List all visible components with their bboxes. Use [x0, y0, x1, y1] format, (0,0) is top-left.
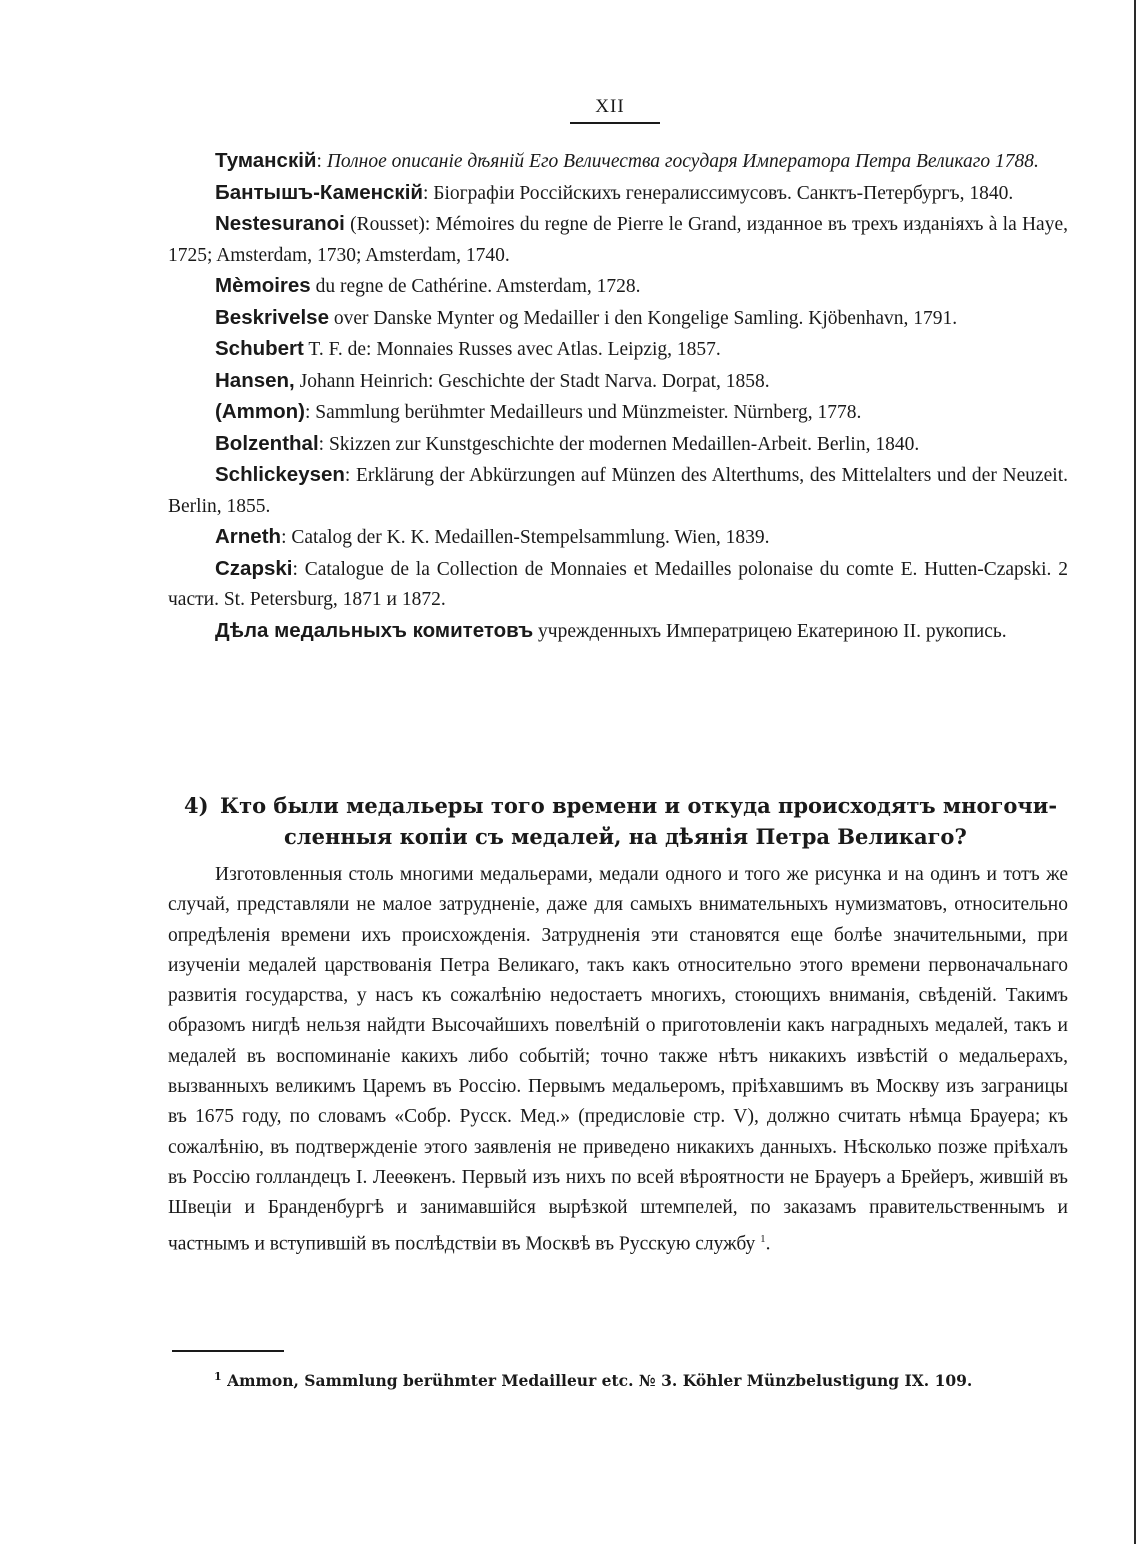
- bibliography-entry: [168, 271, 1068, 303]
- entry-author: Hansen,: [215, 368, 295, 392]
- entry-author: Schubert: [215, 337, 304, 360]
- entry-author: Дѣла медальныхъ комитетовъ: [215, 618, 534, 642]
- entry-author: Arneth: [215, 525, 282, 548]
- footnote-text: Ammon, Sammlung berühmter Medailleur etc. № 3. Köhler Münzbelustigung IX. 109.: [227, 1371, 973, 1391]
- footnote: [214, 1370, 1074, 1390]
- entry-text: du regne de Cathérine. Amsterdam, 1728.: [315, 276, 641, 297]
- section-number: 4): [184, 793, 209, 818]
- entry-separator: :: [316, 151, 327, 172]
- page-edge-line: [1134, 0, 1136, 1544]
- section-heading-line-2: сленныя копіи съ медалей, на дѣянія Петра Великаго?: [284, 824, 967, 849]
- entry-text: Catalogue de la Collection de Monnaies et Medailles polonaise du comte E. Hutten-Czapski. 2 части. St. Petersburg, 1871 и 1872.: [168, 558, 1068, 610]
- entry-separator: :: [292, 558, 305, 580]
- bibliography-entry: [168, 366, 1068, 398]
- bibliography-entry: [168, 209, 1068, 271]
- bibliography-entry: [168, 460, 1068, 522]
- entry-text: over Danske Mynter og Medailler i den Kongelige Samling. Kjöbenhavn, 1791.: [333, 307, 958, 329]
- entry-author: (Ammon): [215, 400, 305, 423]
- entry-text: Полное описаніе дѣяній Его Величества государя Императора Петра Великаго 1788.: [326, 151, 1039, 172]
- entry-author: Bolzenthal: [215, 431, 319, 455]
- entry-text: Catalog der K. K. Medaillen-Stempelsammlung. Wien, 1839.: [291, 527, 770, 548]
- section-heading-line-1: Кто были медальеры того времени и откуда происходятъ многочи-: [220, 793, 1058, 818]
- entry-separator: :: [281, 527, 292, 548]
- entry-text: Sammlung berühmter Medailleurs und Münzmeister. Nürnberg, 1778.: [315, 402, 862, 423]
- section-heading: [184, 790, 1064, 852]
- bibliography-entry: [168, 178, 1068, 210]
- entry-text: (Rousset): Mémoires du regne de Pierre le Grand, изданное въ трехъ изданіяхъ à la Haye, 1725; Amsterdam, 1730; Amsterdam, 1740.: [168, 214, 1068, 266]
- bibliography-entry: [168, 397, 1068, 429]
- bibliography-entry: [168, 429, 1068, 461]
- body-paragraph-text: Изготовленныя столь многими медальерами, медали одного и того же рисунка и на одинъ и тотъ же случай, представляли не малое затрудненіе, даже для самыхъ внимательныхъ нумизматовъ, относительно опредѣленія времени ихъ происхожденія. Затрудненія эти становятся еще болѣе значительными, при изученіи медалей царствованія Петра Великаго, такъ какъ относительно этого времени первоначальнаго развитія государства, у насъ къ сожалѣнію недостаетъ многихъ, стоющихъ вниманія, свѣденій. Такимъ образомъ нигдѣ нельзя найдти Высочайшихъ повелѣній о приготовленіи какъ наградныхъ медалей, такъ и медалей въ воспоминаніе какихъ либо событій; точно также нѣтъ никакихъ извѣстій о медальерахъ, вызванныхъ великимъ Царемъ въ Россію. Первымъ медальеромъ, пріѣхавшимъ въ Москву изъ заграницы въ 1675 году, по словамъ «Собр. Русск. Мед.» (предисловіе стр. V), должно считать нѣмца Брауера; къ сожалѣнію, въ подтвержденіе этого заявленія не приведено никакихъ данныхъ. Нѣсколько позже пріѣхалъ въ Россію голландецъ І. Лееѳкенъ. Первый изъ нихъ по всей вѣроятности не Брауеръ а Брейеръ, жившій въ Швеціи и Бранденбургѣ и занимавшійся вырѣзкой штемпелей, по заказамъ правительственнымъ и частнымъ и вступившій въ послѣдствіи въ Москвѣ въ Русскую службу: [168, 864, 1068, 1255]
- entry-author: Бантышъ-Каменскій: [215, 180, 423, 204]
- entry-text: T. F. de: Monnaies Russes avec Atlas. Leipzig, 1857.: [308, 339, 721, 360]
- page-number: XII: [595, 96, 625, 117]
- footnote-marker: 1: [214, 1370, 222, 1383]
- entry-text: Erklärung der Abkürzungen auf Münzen des Alterthums, des Mittelalters und der Neuzeit. Berlin, 1855.: [168, 465, 1068, 517]
- entry-author: Nestesuranoi: [215, 212, 345, 235]
- entry-text: Біографіи Россійскихъ генералиссимусовъ. Санктъ-Петербургъ, 1840.: [433, 182, 1014, 204]
- entry-author: Czapski: [215, 556, 293, 580]
- footnote-divider: [172, 1350, 284, 1352]
- entry-text: учрежденныхъ Императрицею Екатериною II. рукопись.: [538, 620, 1007, 642]
- bibliography-entry: [168, 616, 1068, 648]
- entry-separator: :: [318, 433, 329, 455]
- entry-author: Schlickeysen: [215, 463, 345, 486]
- entry-author: Mèmoires: [215, 274, 311, 297]
- entry-author: Туманскій: [215, 149, 317, 172]
- entry-text: Johann Heinrich: Geschichte der Stadt Narva. Dorpat, 1858.: [299, 370, 770, 392]
- entry-separator: :: [344, 465, 356, 486]
- bibliography-list: [168, 146, 1068, 647]
- bibliography-entry: [168, 522, 1068, 554]
- entry-separator: :: [423, 182, 434, 204]
- entry-author: Beskrivelse: [215, 305, 329, 329]
- entry-text: Skizzen zur Kunstgeschichte der modernen Medaillen-Arbeit. Berlin, 1840.: [328, 433, 920, 455]
- bibliography-entry: [168, 334, 1068, 366]
- footnote-reference: 1: [760, 1232, 766, 1245]
- body-paragraph: Изготовленныя столь многими медальерами, медали одного и того же рисунка и на одинъ и тотъ же случай, представляли не малое затрудненіе, даже для самыхъ внимательныхъ нумизматовъ, относительно опредѣленія времени ихъ происхожденія. Затрудненія эти становятся еще болѣе значительными, при изученіи медалей царствованія Петра Великаго, такъ какъ относительно этого времени первоначальнаго развитія государства, у насъ къ сожалѣнію недостаетъ многихъ, стоющихъ вниманія, свѣденій. Такимъ образомъ нигдѣ нельзя найдти Высочайшихъ повелѣній о приготовленіи какъ наградныхъ медалей, такъ и медалей въ воспоминаніе какихъ либо событій; точно также нѣтъ никакихъ извѣстій о медальерахъ, вызванныхъ великимъ Царемъ въ Россію. Первымъ медальеромъ, пріѣхавшимъ въ Москву изъ заграницы въ 1675 году, по словамъ «Собр. Русск. Мед.» (предисловіе стр. V), должно считать нѣмца Брауера; къ сожалѣнію, въ подтвержденіе этого заявленія не приведено никакихъ данныхъ. Нѣсколько позже пріѣхалъ въ Россію голландецъ І. Лееѳкенъ. Первый изъ нихъ по всей вѣроятности не Брауеръ а Брейеръ, жившій въ Швеціи и Бранденбургѣ и занимавшійся вырѣзкой штемпелей, по заказамъ правительственнымъ и частнымъ и вступившій въ послѣдствіи въ Москвѣ въ Русскую службу $^1$.: [168, 864, 1068, 1255]
- entry-separator: :: [304, 402, 316, 423]
- bibliography-entry: [168, 146, 1068, 178]
- bibliography-entry: [168, 303, 1068, 335]
- page-number-underline: [570, 122, 660, 124]
- bibliography-entry: [168, 554, 1068, 616]
